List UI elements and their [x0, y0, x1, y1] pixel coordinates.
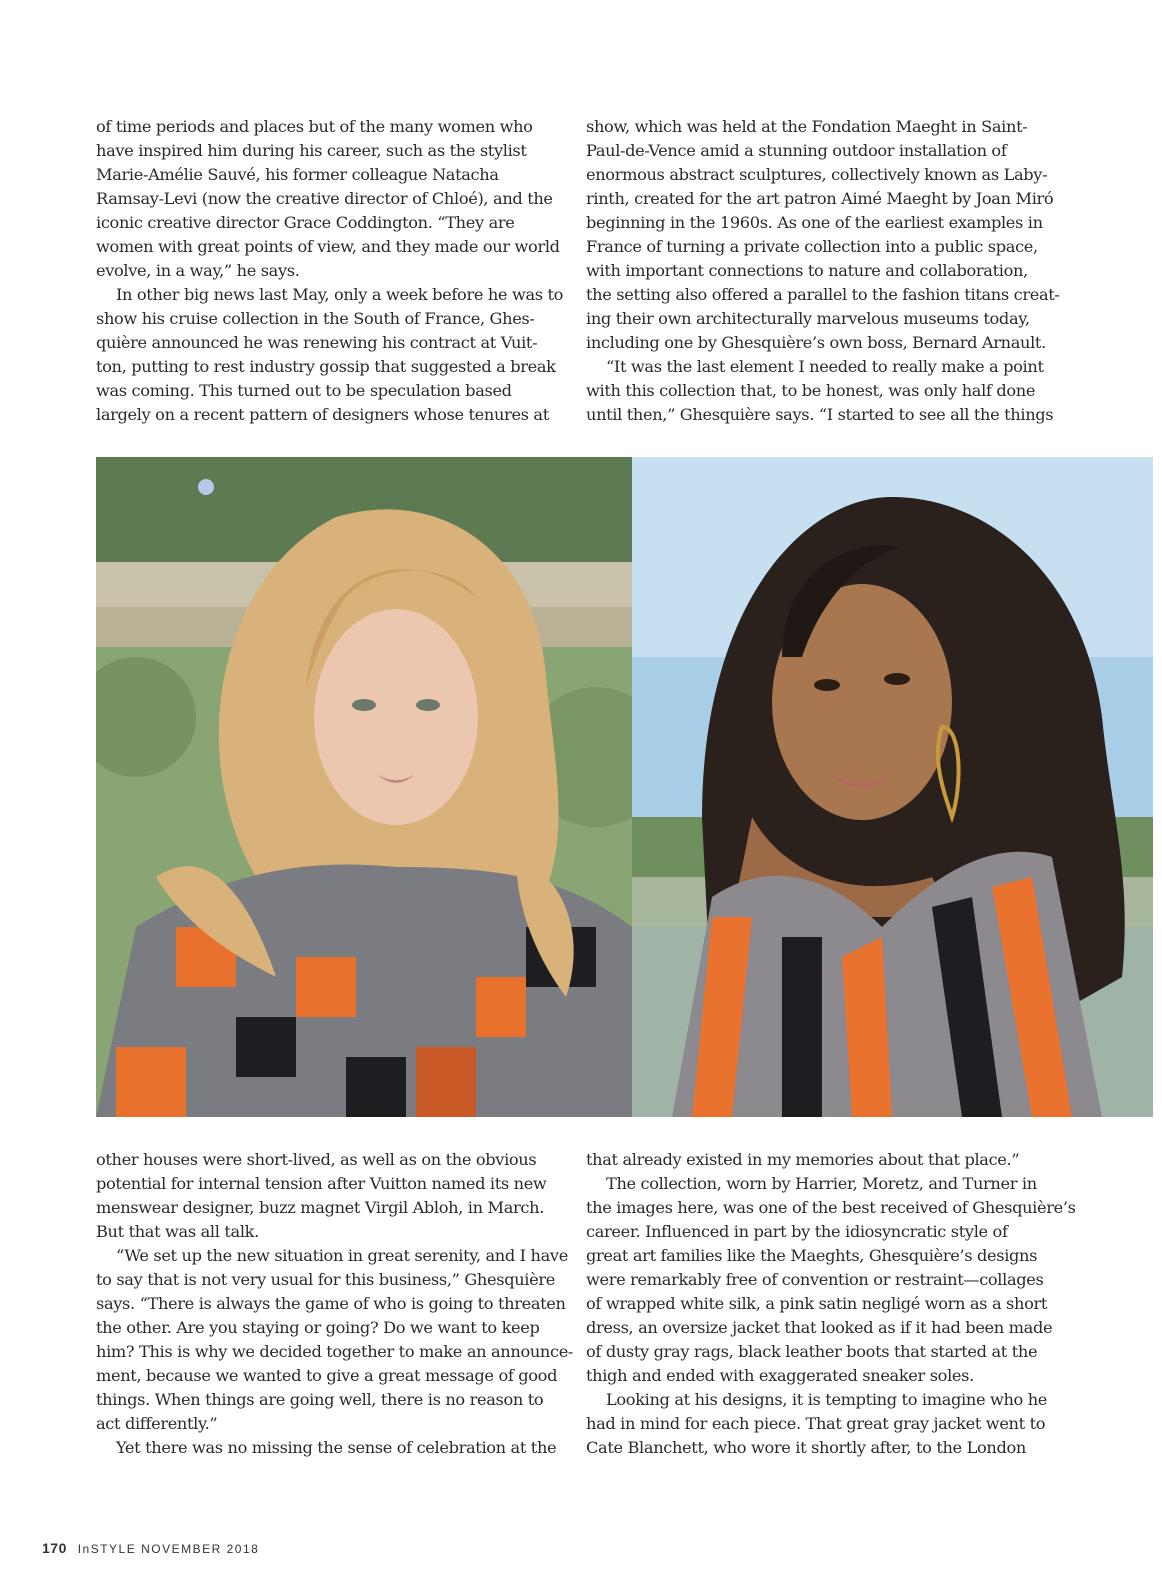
text-line: evolve, in a way,” he says.	[96, 261, 300, 280]
text-line: of time periods and places but of the many women who	[96, 117, 533, 136]
page-number: 170	[42, 1540, 67, 1556]
text-line: “It was the last element I needed to really make a point	[606, 357, 1044, 376]
text-line: with important connections to nature and collaboration,	[586, 261, 1028, 280]
text-line: Ramsay-Levi (now the creative director of Chloé), and the	[96, 189, 553, 208]
article-column-top-right	[586, 115, 1060, 427]
text-line: rinth, created for the art patron Aimé Maeght by Joan Miró	[586, 189, 1054, 208]
text-line: “We set up the new situation in great serenity, and I have	[116, 1246, 568, 1265]
text-line: potential for internal tension after Vuitton named its new	[96, 1174, 547, 1193]
text-line: beginning in the 1960s. As one of the earliest examples in	[586, 213, 1043, 232]
text-line: Yet there was no missing the sense of celebration at the	[116, 1438, 557, 1457]
text-line: largely on a recent pattern of designers whose tenures at	[96, 405, 549, 424]
text-line: But that was all talk.	[96, 1222, 259, 1241]
text-line: were remarkably free of convention or restraint—collages	[586, 1270, 1044, 1289]
text-line: was coming. This turned out to be speculation based	[96, 381, 512, 400]
text-line: enormous abstract sculptures, collectively known as Laby-	[586, 165, 1048, 184]
article-column-bottom-left	[96, 1148, 574, 1460]
text-line: ton, putting to rest industry gossip that suggested a break	[96, 357, 556, 376]
text-line: show, which was held at the Fondation Maeght in Saint-	[586, 117, 1028, 136]
text-line: had in mind for each piece. That great gray jacket went to	[586, 1414, 1046, 1433]
publication-name: InSTYLE	[77, 1542, 137, 1556]
text-line: Looking at his designs, it is tempting to imagine who he	[606, 1390, 1048, 1409]
text-line: the images here, was one of the best received of Ghesquière’s	[586, 1198, 1076, 1217]
article-column-top-left	[96, 115, 564, 427]
text-line: until then,” Ghesquière says. “I started to see all the things	[586, 405, 1054, 424]
text-line: women with great points of view, and they made our world	[96, 237, 560, 256]
portrait-photo-blonde-woman	[96, 457, 632, 1117]
text-line: with this collection that, to be honest, was only half done	[586, 381, 1036, 400]
text-line: that already existed in my memories about that place.”	[586, 1150, 1020, 1169]
text-line: iconic creative director Grace Coddington. “They are	[96, 213, 515, 232]
issue-date: NOVEMBER 2018	[141, 1542, 260, 1556]
text-line: In other big news last May, only a week before he was to	[116, 285, 564, 304]
text-line: of wrapped white silk, a pink satin negligé worn as a short	[586, 1294, 1048, 1313]
text-line: Marie-Amélie Sauvé, his former colleague Natacha	[96, 165, 499, 184]
text-line: ing their own architecturally marvelous museums today,	[586, 309, 1030, 328]
text-line: Cate Blanchett, who wore it shortly after, to the London	[586, 1438, 1026, 1457]
text-line: France of turning a private collection into a public space,	[586, 237, 1038, 256]
portrait-photo-dark-haired-woman	[632, 457, 1153, 1117]
text-line: him? This is why we decided together to make an announce-	[96, 1342, 574, 1361]
page-footer	[42, 1540, 259, 1556]
text-line: of dusty gray rags, black leather boots that started at the	[586, 1342, 1038, 1361]
text-line: show his cruise collection in the South of France, Ghes-	[96, 309, 535, 328]
article-column-bottom-right	[586, 1148, 1076, 1460]
text-line: The collection, worn by Harrier, Moretz, and Turner in	[606, 1174, 1037, 1193]
text-line: have inspired him during his career, such as the stylist	[96, 141, 527, 160]
text-line: the setting also offered a parallel to the fashion titans creat-	[586, 285, 1060, 304]
text-line: act differently.”	[96, 1414, 218, 1433]
text-line: other houses were short-lived, as well as on the obvious	[96, 1150, 537, 1169]
text-line: ment, because we wanted to give a great message of good	[96, 1366, 558, 1385]
text-line: dress, an oversize jacket that looked as if it had been made	[586, 1318, 1053, 1337]
text-line: including one by Ghesquière’s own boss, Bernard Arnault.	[586, 333, 1046, 352]
text-line: thigh and ended with exaggerated sneaker soles.	[586, 1366, 974, 1385]
text-line: quière announced he was renewing his contract at Vuit-	[96, 333, 538, 352]
text-line: great art families like the Maeghts, Ghesquière’s designs	[586, 1246, 1038, 1265]
text-line: career. Influenced in part by the idiosyncratic style of	[586, 1222, 1008, 1241]
text-line: Paul-de-Vence amid a stunning outdoor installation of	[586, 141, 1007, 160]
text-line: says. “There is always the game of who is going to threaten	[96, 1294, 566, 1313]
text-line: to say that is not very usual for this business,” Ghesquière	[96, 1270, 555, 1289]
text-line: the other. Are you staying or going? Do we want to keep	[96, 1318, 540, 1337]
text-line: things. When things are going well, there is no reason to	[96, 1390, 544, 1409]
text-line: menswear designer, buzz magnet Virgil Abloh, in March.	[96, 1198, 545, 1217]
